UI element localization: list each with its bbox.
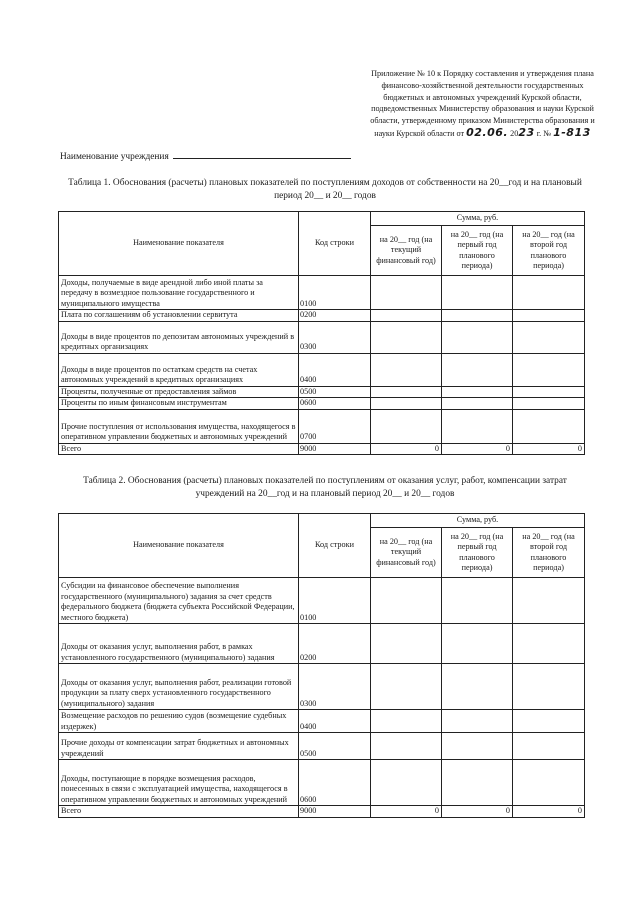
row-value: [442, 386, 513, 398]
row-value: [513, 276, 585, 310]
row-code: 0100: [299, 578, 371, 624]
header-row-code: Код строки: [299, 514, 371, 578]
appendix-line: Приложение № 10 к Порядку составления и утверждения плана: [371, 69, 594, 78]
row-code: 9000: [299, 443, 371, 455]
row-name: Проценты по иным финансовым инструментам: [59, 398, 299, 410]
row-value: [442, 624, 513, 664]
row-name: Доходы в виде процентов по депозитам автономных учреждений в кредитных организациях: [59, 321, 299, 353]
row-code: 0200: [299, 310, 371, 322]
handwritten-date: 02.06.: [466, 125, 509, 139]
row-value: [513, 310, 585, 322]
header-current-year: на 20__ год (на текущий финансовый год): [371, 226, 442, 276]
header-current-year: на 20__ год (на текущий финансовый год): [371, 528, 442, 578]
row-code: 0700: [299, 409, 371, 443]
row-value: [371, 353, 442, 386]
row-code: 0200: [299, 624, 371, 664]
row-value: [371, 276, 442, 310]
appendix-line: подведомственных Министерству образования и науки Курской: [371, 104, 594, 114]
row-value: [371, 578, 442, 624]
row-value: [513, 578, 585, 624]
row-value: [371, 624, 442, 664]
row-value-total: 0: [371, 443, 442, 455]
appendix-line: финансово-хозяйственной деятельности государственных: [381, 80, 584, 90]
header-sum: Сумма, руб.: [371, 212, 585, 226]
row-value: [371, 710, 442, 733]
row-value: [371, 409, 442, 443]
row-value: [442, 409, 513, 443]
row-name: Доходы от оказания услуг, выполнения работ, реализации готовой продукции за плату сверх установленного государственного (муниципального) задания: [59, 664, 299, 710]
row-value: [371, 310, 442, 322]
row-value: [442, 664, 513, 710]
row-code: 0100: [299, 276, 371, 310]
header-row-code: Код строки: [299, 212, 371, 276]
row-value: [442, 578, 513, 624]
row-value: [442, 398, 513, 410]
row-value: [513, 710, 585, 733]
row-value-total: 0: [371, 806, 442, 818]
institution-field: [60, 149, 351, 162]
row-value: [513, 353, 585, 386]
row-code: 0500: [299, 733, 371, 760]
row-name: Доходы, поступающие в порядке возмещения расходов, понесенных в связи с эксплуатацией имущества, находящегося в оперативном управлении бюджетных и автономных учреждений: [59, 760, 299, 806]
row-name: Доходы, получаемые в виде арендной либо иной платы за передачу в возмездное пользование государственного и муниципального имущества: [59, 276, 299, 310]
table1-income-from-property: [58, 211, 585, 455]
row-name: Плата по соглашениям об установлении сервитута: [59, 310, 299, 322]
row-value: [371, 733, 442, 760]
row-code: 9000: [299, 806, 371, 818]
header-indicator-name: Наименование показателя: [59, 514, 299, 578]
row-name: Прочие поступления от использования имущества, находящегося в оперативном управлении бюджетных и автономных учреждений: [59, 409, 299, 443]
row-value: [371, 760, 442, 806]
row-name-total: Всего: [59, 806, 299, 818]
row-value: [442, 353, 513, 386]
number-prefix: г. №: [536, 128, 552, 138]
row-name-total: Всего: [59, 443, 299, 455]
handwritten-number: 1-813: [553, 125, 591, 139]
row-value: [442, 760, 513, 806]
row-value: [513, 409, 585, 443]
table2-caption: Таблица 2. Обоснования (расчеты) плановых показателей по поступлениям от оказания услуг, работ, компенсации затрат учреждений на 20__год и на плановый период 20__ и 20__ годов: [83, 476, 567, 499]
header-first-plan-year: на 20__ год (на первый год планового периода): [442, 528, 513, 578]
table2-income-from-services: [58, 513, 585, 818]
header-second-plan-year: на 20__ год (на второй год планового периода): [513, 226, 585, 276]
row-name: Доходы в виде процентов по остаткам средств на счетах автономных учреждений в кредитных организациях: [59, 353, 299, 386]
row-code: 0600: [299, 760, 371, 806]
row-value: [442, 310, 513, 322]
row-value: [513, 386, 585, 398]
order-prefix: науки Курской области от: [374, 128, 465, 138]
row-name: Доходы от оказания услуг, выполнения работ, в рамках установленного государственного (муниципального) задания: [59, 624, 299, 664]
row-value: [371, 321, 442, 353]
row-name: Проценты, полученные от предоставления займов: [59, 386, 299, 398]
row-value: [513, 398, 585, 410]
row-value: [513, 624, 585, 664]
row-value: [371, 398, 442, 410]
row-value-total: 0: [442, 806, 513, 818]
institution-blank-line: [173, 149, 351, 159]
row-code: 0300: [299, 664, 371, 710]
year-prefix: 20: [510, 128, 519, 138]
row-name: Возмещение расходов по решению судов (возмещение судебных издержек): [59, 710, 299, 733]
row-value: [442, 276, 513, 310]
row-value: [513, 664, 585, 710]
row-code: 0400: [299, 710, 371, 733]
row-name: Прочие доходы от компенсации затрат бюджетных и автономных учреждений: [59, 733, 299, 760]
row-value: [513, 321, 585, 353]
header-second-plan-year: на 20__ год (на второй год планового периода): [513, 528, 585, 578]
header-sum: Сумма, руб.: [371, 514, 585, 528]
table1-caption: Таблица 1. Обоснования (расчеты) плановых показателей по поступлениям доходов от собственности на 20__год и на плановый период 20__ и 20__ годов: [68, 178, 582, 201]
appendix-line: области, утвержденному приказом Министерства образования и: [370, 116, 595, 126]
row-code: 0600: [299, 398, 371, 410]
row-value: [442, 733, 513, 760]
row-code: 0400: [299, 353, 371, 386]
row-name: Субсидии на финансовое обеспечение выполнения государственного (муниципального) задания за счет средств федерального бюджета (бюджета субъекта Российской Федерации, местного бюджета): [59, 578, 299, 624]
institution-label: Наименование учреждения: [60, 152, 169, 162]
row-value: [513, 733, 585, 760]
row-code: 0300: [299, 321, 371, 353]
header-indicator-name: Наименование показателя: [59, 212, 299, 276]
row-value-total: 0: [513, 443, 585, 455]
row-value: [442, 710, 513, 733]
header-first-plan-year: на 20__ год (на первый год планового периода): [442, 226, 513, 276]
row-value: [371, 386, 442, 398]
appendix-note: [360, 68, 605, 140]
row-value: [371, 664, 442, 710]
row-value: [442, 321, 513, 353]
row-code: 0500: [299, 386, 371, 398]
appendix-line: бюджетных и автономных учреждений Курской области,: [383, 92, 582, 102]
row-value: [513, 760, 585, 806]
row-value-total: 0: [442, 443, 513, 455]
appendix-order-line: [360, 127, 605, 140]
handwritten-year: 23: [518, 125, 535, 139]
row-value-total: 0: [513, 806, 585, 818]
